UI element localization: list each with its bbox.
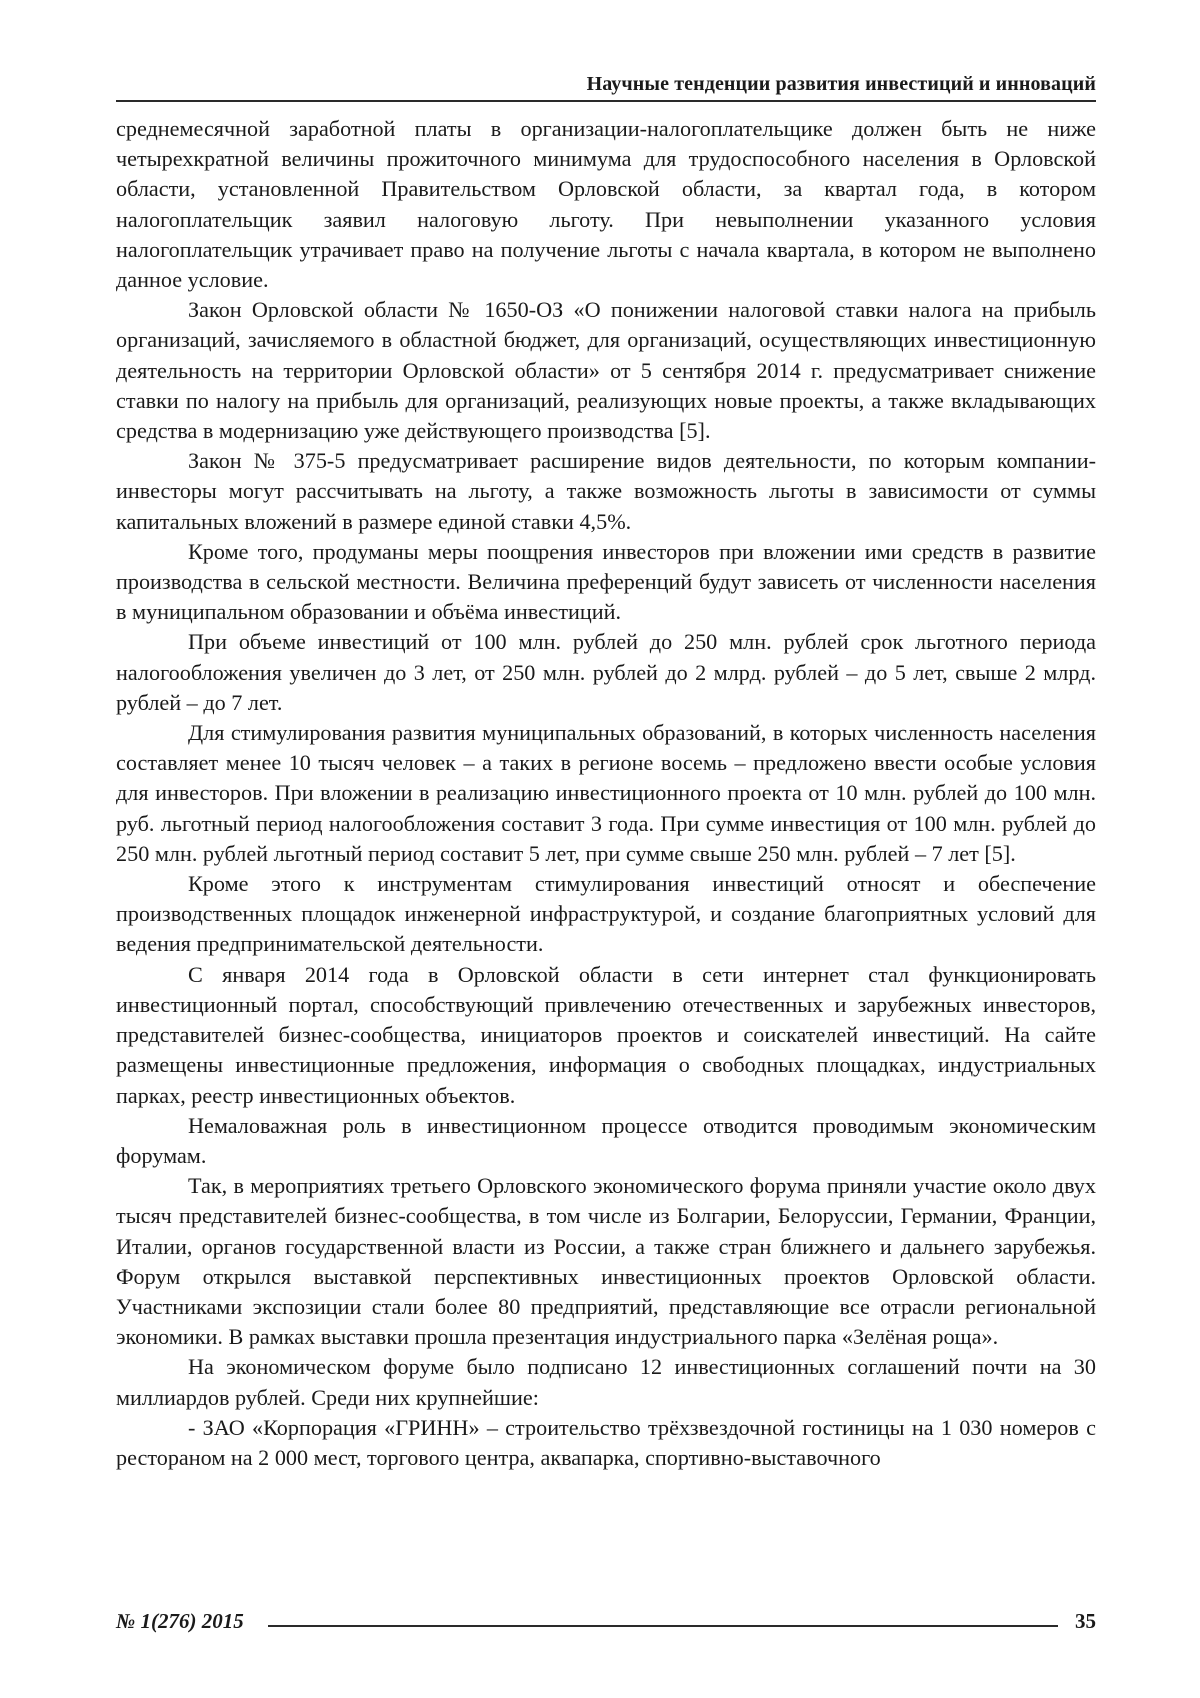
paragraph: При объеме инвестиций от 100 млн. рублей до 250 млн. рублей срок льготного периода налогообложения увеличен до 3 лет, от 250 млн. рублей до 2 млрд. рублей – до 5 лет, свыше 2 млрд. рублей – до 7 лет. — [116, 627, 1096, 718]
paragraph: На экономическом форуме было подписано 12 инвестиционных соглашений почти на 30 миллиардов рублей. Среди них крупнейшие: — [116, 1352, 1096, 1412]
article-body — [116, 114, 1096, 1473]
header-rule — [116, 100, 1096, 102]
running-footer — [116, 1608, 1096, 1638]
paragraph: Кроме того, продуманы меры поощрения инвесторов при вложении ими средств в развитие производства в сельской местности. Величина преференций будут зависеть от численности населения в муниципальном образовании и объёма инвестиций. — [116, 537, 1096, 628]
list-item: - ЗАО «Корпорация «ГРИНН» – строительство трёхзвездочной гостиницы на 1 030 номеров с рестораном на 2 000 мест, торгового центра, аквапарка, спортивно-выставочного — [116, 1413, 1096, 1473]
paragraph: Для стимулирования развития муниципальных образований, в которых численность населения составляет менее 10 тысяч человек – а таких в регионе восемь – предложено ввести особые условия для инвесторов. При вложении в реализацию инвестиционного проекта от 10 млн. рублей до 100 млн. руб. льготный период налогообложения составит 3 года. При сумме инвестиция от 100 млн. рублей до 250 млн. рублей льготный период составит 5 лет, при сумме свыше 250 млн. рублей – 7 лет [5]. — [116, 718, 1096, 869]
paragraph: Закон Орловской области № 1650-ОЗ «О понижении налоговой ставки налога на прибыль организаций, зачисляемого в областной бюджет, для организаций, осуществляющих инвестиционную деятельность на территории Орловской области» от 5 сентября 2014 г. предусматривает снижение ставки по налогу на прибыль для организаций, реализующих новые проекты, а также вкладывающих средства в модернизацию уже действующего производства [5]. — [116, 295, 1096, 446]
paragraph: Немаловажная роль в инвестиционном процессе отводится проводимым экономическим форумам. — [116, 1111, 1096, 1171]
paragraph: Кроме этого к инструментам стимулирования инвестиций относят и обеспечение производственных площадок инженерной инфраструктурой, и создание благоприятных условий для ведения предпринимательской деятельности. — [116, 869, 1096, 960]
paragraph: среднемесячной заработной платы в организации-налогоплательщике должен быть не ниже четырехкратной величины прожиточного минимума для трудоспособного населения в Орловской области, установленной Правительством Орловской области, за квартал года, в котором налогоплательщик заявил налоговую льготу. При невыполнении указанного условия налогоплательщик утрачивает право на получение льготы с начала квартала, в котором не выполнено данное условие. — [116, 114, 1096, 295]
page-number: 35 — [1075, 1608, 1096, 1634]
paragraph: С января 2014 года в Орловской области в сети интернет стал функционировать инвестиционный портал, способствующий привлечению отечественных и зарубежных инвесторов, представителей бизнес-сообщества, инициаторов проектов и соискателей инвестиций. На сайте размещены инвестиционные предложения, информация о свободных площадках, индустриальных парках, реестр инвестиционных объектов. — [116, 960, 1096, 1111]
issue-number: № 1(276) 2015 — [116, 1608, 244, 1634]
footer-rule — [268, 1625, 1058, 1627]
paragraph: Закон № 375-5 предусматривает расширение видов деятельности, по которым компании-инвесторы могут рассчитывать на льготу, а также возможность льготы в зависимости от суммы капитальных вложений в размере единой ставки 4,5%. — [116, 446, 1096, 537]
journal-title: Научные тенденции развития инвестиций и инноваций — [587, 72, 1096, 96]
paragraph: Так, в мероприятиях третьего Орловского экономического форума приняли участие около двух тысяч представителей бизнес-сообщества, в том числе из Болгарии, Белоруссии, Германии, Франции, Италии, органов государственной власти из России, а также стран ближнего и дальнего зарубежья. Форум открылся выставкой перспективных инвестиционных проектов Орловской области. Участниками экспозиции стали более 80 предприятий, представляющие все отрасли региональной экономики. В рамках выставки прошла презентация индустриального парка «Зелёная роща». — [116, 1171, 1096, 1352]
running-header — [116, 72, 1096, 102]
document-page — [0, 0, 1200, 1698]
